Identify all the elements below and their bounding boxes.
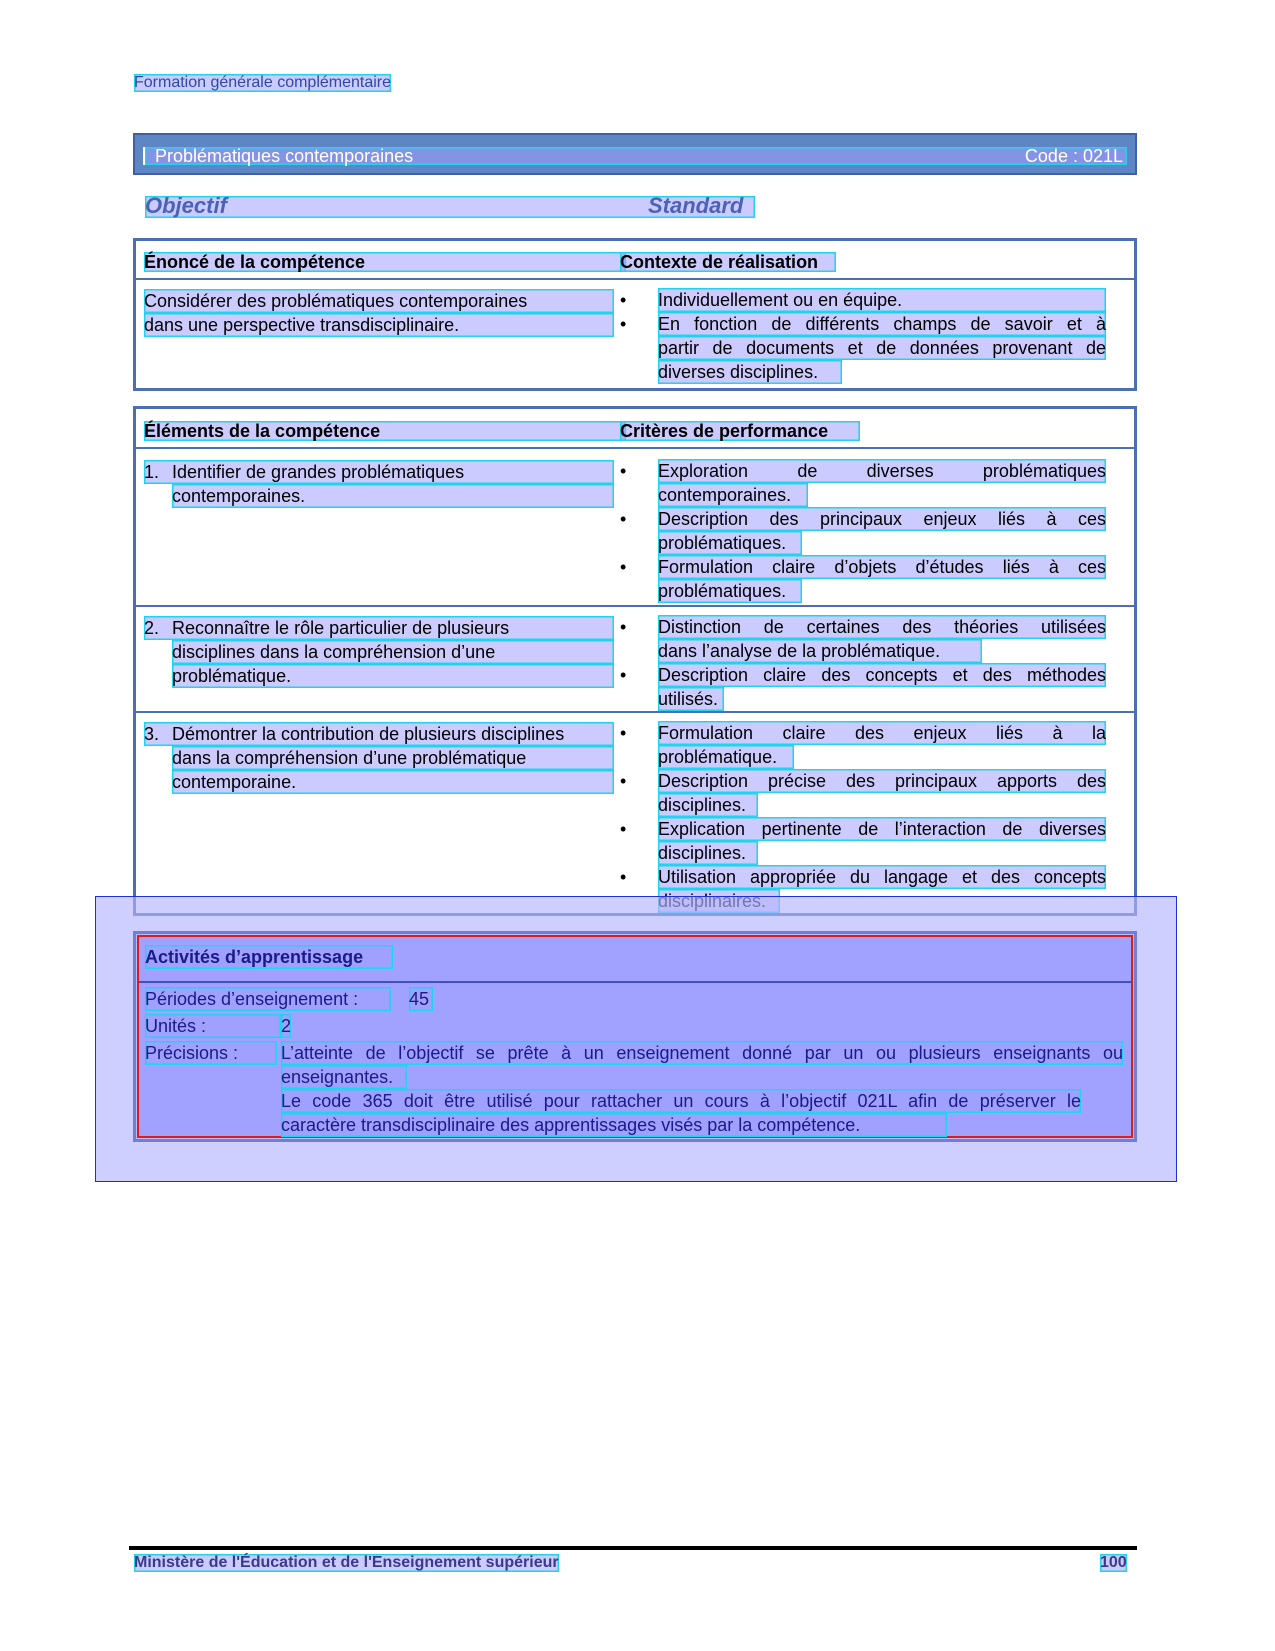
- bullet-icon: •: [620, 461, 627, 481]
- bullet-text: Explication pertinente de l’interaction de diverses disciplines.: [658, 819, 1106, 863]
- bullet-icon: •: [620, 290, 627, 310]
- bullet-text: Description des principaux enjeux liés à ces problématiques.: [658, 509, 1106, 553]
- list-item: [620, 459, 1106, 507]
- activites-title: Activités d’apprentissage: [145, 945, 393, 969]
- running-head: Formation générale complémentaire: [134, 74, 392, 91]
- footer-ministry: Ministère de l'Éducation et de l'Enseignement supérieur: [134, 1554, 559, 1571]
- bullet-text: En fonction de différents champs de savoir et à partir de documents et de données provenant de diverses disciplines.: [658, 314, 1106, 382]
- bullet-text: Formulation claire d’objets d’études liés à ces problématiques.: [658, 557, 1106, 601]
- bullet-icon: •: [620, 723, 627, 743]
- enonce-line: dans une perspective transdisciplinaire.: [144, 313, 614, 337]
- title-bar: [133, 133, 1137, 175]
- periodes-value: 45: [409, 987, 433, 1011]
- course-code: Code : 021L: [1024, 146, 1123, 166]
- elements-table: [133, 406, 1137, 916]
- bullet-icon: •: [620, 771, 627, 791]
- list-item: [620, 288, 1106, 312]
- bullet-icon: •: [620, 557, 627, 577]
- criteres-header: Critères de performance: [620, 421, 860, 441]
- precisions-label: Précisions :: [145, 1041, 277, 1065]
- list-item: [620, 663, 1106, 711]
- element-number: 2.: [144, 618, 160, 638]
- unites-label: Unités :: [145, 1014, 281, 1038]
- enonce-header: Énoncé de la compétence: [144, 252, 626, 272]
- objectif-label: Objectif: [145, 193, 227, 218]
- unites-value: 2: [281, 1016, 292, 1036]
- bullet-icon: •: [620, 867, 627, 887]
- element-number: 3.: [144, 724, 160, 744]
- bullet-icon: •: [620, 617, 627, 637]
- list-item: [620, 507, 1106, 555]
- bullet-text: Distinction de certaines des théories utilisées dans l’analyse de la problématique.: [658, 617, 1106, 661]
- course-title: Problématiques contemporaines: [155, 146, 414, 166]
- elements-header: Éléments de la compétence: [144, 421, 626, 441]
- element-number: 1.: [144, 462, 160, 482]
- list-item: [620, 312, 1106, 384]
- bullet-text: Exploration de diverses problématiques contemporaines.: [658, 461, 1106, 505]
- bullet-text: Utilisation appropriée du langage et des concepts: [658, 865, 1106, 913]
- bullet-text: Description claire des concepts et des méthodes utilisés.: [658, 665, 1106, 709]
- activites-box: [137, 935, 1133, 1138]
- list-item: [620, 817, 1106, 865]
- bullet-icon: •: [620, 819, 627, 839]
- standard-label: Standard: [648, 193, 744, 218]
- bullet-text: Individuellement ou en équipe.: [658, 288, 1106, 312]
- list-item: [620, 769, 1106, 817]
- element-1: 1. Identifier de grandes problématiques contemporaines.: [144, 460, 614, 508]
- contexte-header: Contexte de réalisation: [620, 252, 836, 272]
- footer-rule: [129, 1546, 1137, 1550]
- enonce-table: [133, 238, 1137, 391]
- enonce-text: [144, 289, 614, 337]
- bullet-icon: •: [620, 665, 627, 685]
- list-item: [620, 555, 1106, 603]
- enonce-line: Considérer des problématiques contemporaines: [144, 289, 614, 313]
- bullet-text: Formulation claire des enjeux liés à la problématique.: [658, 723, 1106, 767]
- bullet-icon: •: [620, 509, 627, 529]
- bullet-text: Description précise des principaux apports des disciplines.: [658, 771, 1106, 815]
- element-2: 2. Reconnaître le rôle particulier de plusieurs disciplines dans la compréhension d’une problématique.: [144, 616, 614, 688]
- list-item: [620, 615, 1106, 663]
- bullet-icon: •: [620, 314, 627, 334]
- page-number: 100: [1100, 1554, 1127, 1571]
- precisions-text: L’atteinte de l’objectif se prête à un enseignement donné par un ou plusieurs enseignants ou enseignantes. Le code 365 doit être utilisé pour rattacher un cours à l’objectif 021L afin de préserver le caractère transdisciplinaire des apprentissages visés par la compétence.: [281, 1043, 1123, 1135]
- periodes-label: Périodes d’enseignement :: [145, 987, 391, 1011]
- element-3: 3. Démontrer la contribution de plusieurs disciplines dans la compréhension d’une problématique contemporaine.: [144, 722, 614, 794]
- list-item: [620, 721, 1106, 769]
